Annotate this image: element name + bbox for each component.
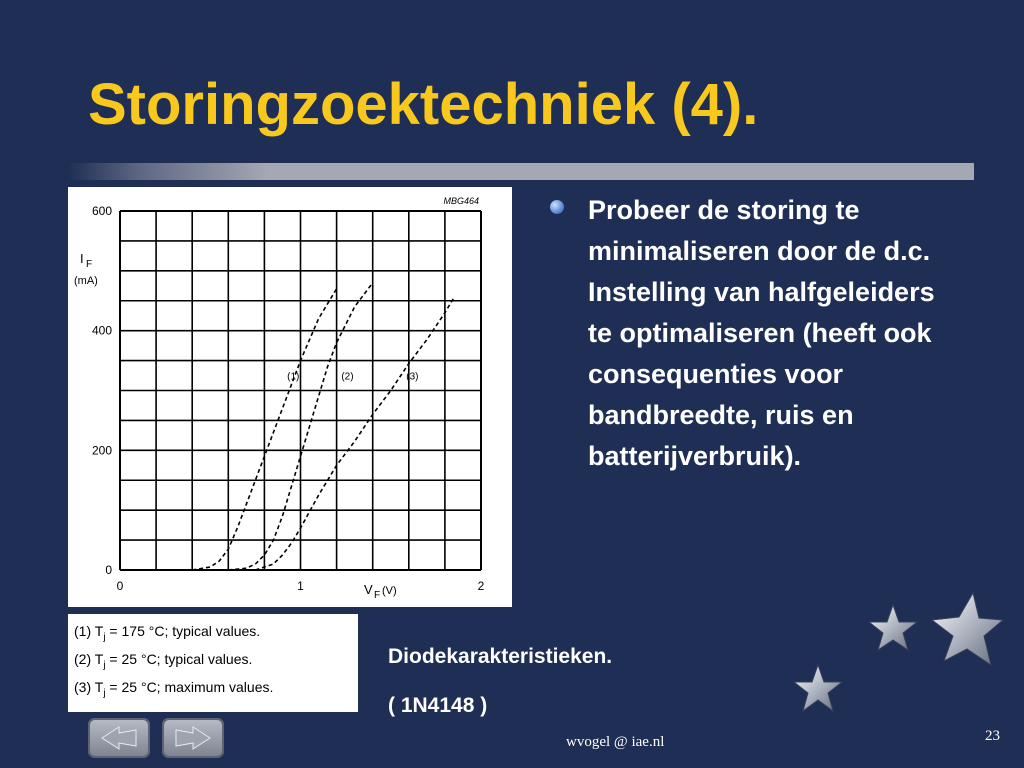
series-line-3 — [255, 298, 454, 570]
arrow-left-icon — [88, 718, 150, 758]
legend-entry: (1) $T_j = 175$ °C; typical values. — [74, 623, 261, 643]
chart-legend — [68, 614, 358, 712]
star-icon — [932, 593, 1003, 665]
x-tick-label: 2 — [477, 579, 485, 593]
chart-caption-part-number: ( 1N4148 ) — [388, 694, 488, 717]
x-tick-label: 1 — [297, 579, 304, 593]
arrow-right-icon — [162, 718, 224, 758]
y-axis-unit: (mA) — [74, 275, 98, 287]
title-divider — [68, 163, 974, 180]
bullet-item — [550, 190, 970, 477]
bullet-list — [550, 190, 970, 477]
y-tick-label: 200 — [91, 443, 112, 458]
chart-canvas — [68, 187, 512, 607]
series-label: (2) — [341, 371, 354, 383]
y-tick-label: 600 — [91, 204, 112, 218]
next-slide-button[interactable] — [162, 718, 224, 758]
y-axis-label-subscript: F — [86, 259, 93, 270]
star-icon — [869, 605, 917, 650]
series-label: (1) — [287, 371, 300, 383]
series-label: (3) — [406, 371, 419, 383]
previous-slide-button[interactable] — [88, 718, 150, 758]
x-axis-label-subscript: F — [374, 590, 381, 601]
figure-code-label: MBG464 — [443, 196, 479, 206]
legend-entry: (3) $T_j = 25$ °C; maximum values. — [74, 679, 274, 699]
legend-canvas — [68, 614, 358, 712]
x-axis-label: V — [364, 582, 373, 597]
footer-author: wvogel @ iae.nl — [566, 734, 665, 750]
bullet-text: Probeer de storing te minimaliseren door de d.c. Instelling van halfgeleiders te optimaliseren (heeft ook consequenties voor bandbreedte, ruis en batterijverbruik). — [588, 195, 935, 471]
legend-entry: (2) $T_j = 25$ °C; typical values. — [74, 651, 253, 671]
slide-number: 23 — [985, 728, 1000, 744]
chart-caption: Diodekarakteristieken. — [388, 645, 613, 668]
x-axis-unit: (V) — [382, 585, 397, 597]
bullet-dot-icon — [550, 200, 564, 214]
star-icon — [794, 665, 842, 711]
y-tick-label: 400 — [91, 323, 112, 338]
slide-title: Storingzoektechniek (4). — [88, 72, 759, 137]
y-tick-label: 0 — [105, 563, 112, 577]
diode-characteristic-chart — [68, 187, 512, 607]
y-axis-label: I — [80, 251, 84, 266]
x-tick-label: 0 — [116, 579, 124, 593]
decorative-stars-icon — [760, 585, 1010, 735]
